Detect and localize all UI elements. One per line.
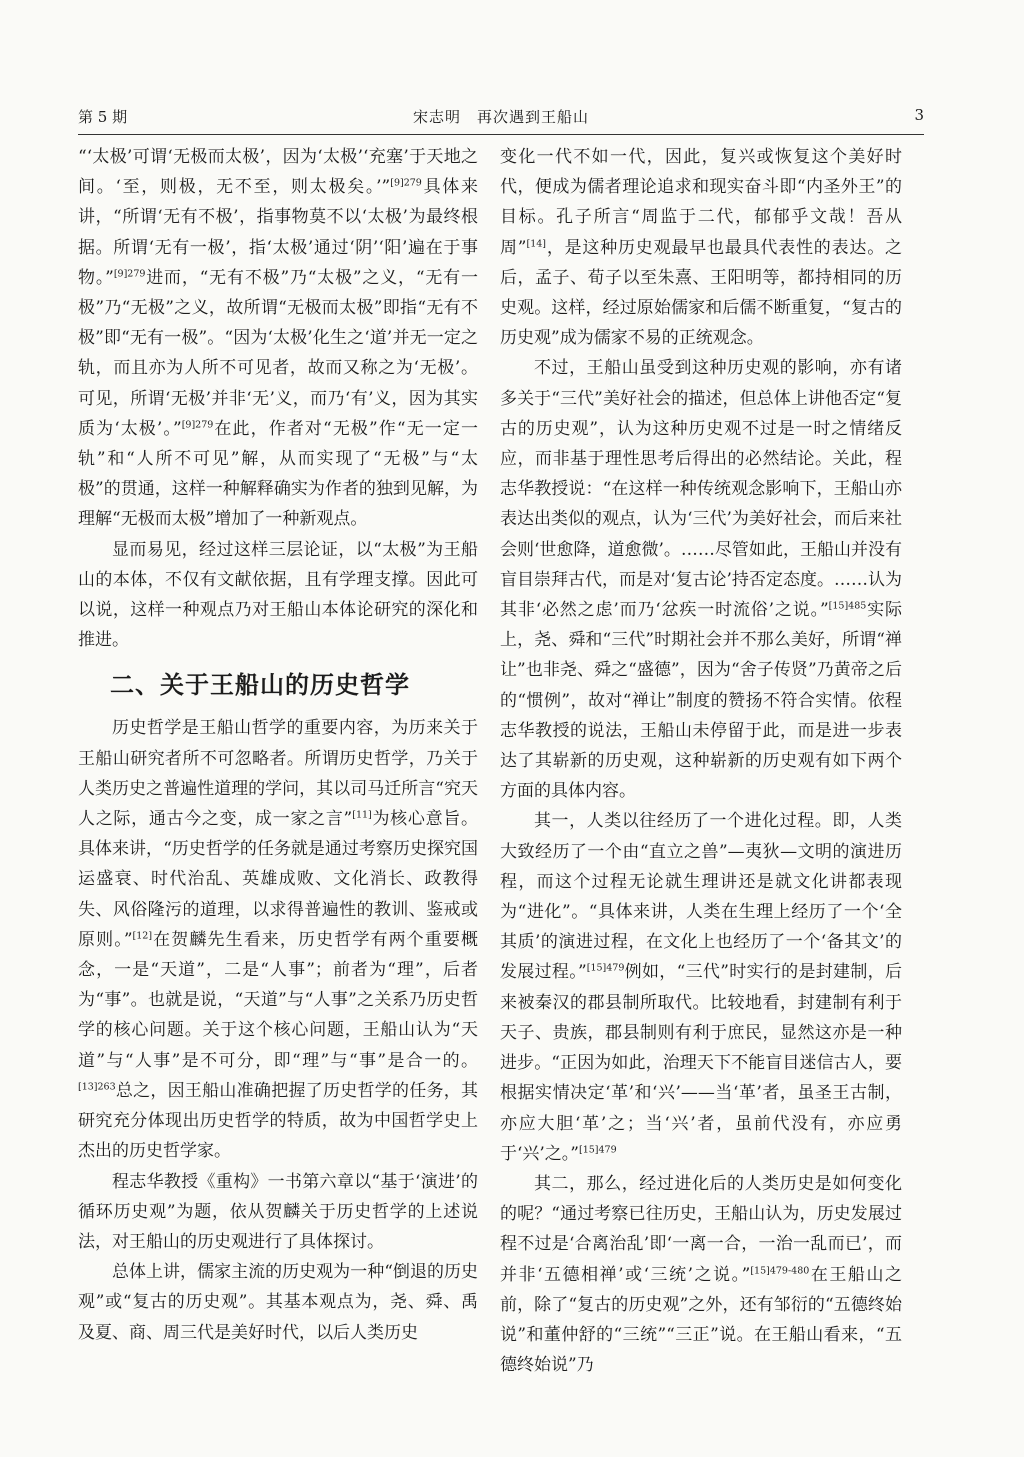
citation: [9]279 bbox=[113, 268, 146, 280]
text-run: 在王船山之前，除了“复古的历史观”之外，还有邹衍的“五德终始说”和董仲舒的“三统”“三正”说。在王船山看来，“五德终始说”乃 bbox=[500, 1264, 902, 1376]
text-run: 总之，因王船山准确把握了历史哲学的任务，其研究充分体现出历史哲学的特质，故为中国哲学史上杰出的历史哲学家。 bbox=[78, 1080, 478, 1162]
paragraph bbox=[78, 142, 478, 535]
citation: [9]279 bbox=[181, 419, 214, 431]
paragraph bbox=[500, 142, 902, 353]
citation: [9]279 bbox=[390, 177, 422, 189]
section-heading: 二、关于王船山的历史哲学 bbox=[110, 671, 410, 700]
text-run: 具体来讲，“所谓‘无有不极’，指事物莫不以‘太极’为最终根据。所谓‘无有一极’，指‘太极’通过‘阴’‘阳’遍在于事物。” bbox=[78, 177, 479, 288]
citation: [13]263 bbox=[78, 1081, 116, 1093]
citation: [14] bbox=[526, 237, 547, 249]
right-column bbox=[500, 142, 902, 1380]
text-run: 在贺麟先生看来，历史哲学有两个重要概念，一是“天道”，二是“人事”；前者为“理”，后者为“事”。也就是说，“天道”与“人事”之关系乃历史哲学的核心问题。关于这个核心问题，王船山认为“天道”与“人事”是不可分，即“理”与“事”是合一的。 bbox=[78, 929, 479, 1071]
paragraph bbox=[500, 1169, 902, 1380]
text-run: 其二，那么，经过进化后的人类历史是如何变化的呢？“通过考察已往历史，王船山认为，历史发展过程不过是‘合离治乱’即‘一离一合，一治一乱而已’，而并非‘五德相禅’或‘三统’之说。” bbox=[500, 1173, 902, 1285]
text-run: 不过，王船山虽受到这种历史观的影响，亦有诸多关于“三代”美好社会的描述，但总体上讲他否定“复古的历史观”，认为这种历史观不过是一时之情绪反应，而非基于理性思考后得出的必然结论。关此，程志华教授说：“在这样一种传统观念影响下，王船山亦表达出类似的观点，认为‘三代’为美好社会，而后来社会则‘世愈降，道愈微’。……尽管如此，王船山并没有盲目崇拜古代，而是对‘复古论’持否定态度。……认为其非‘必然之虑’而乃‘忿疾一时流俗’之说。” bbox=[500, 358, 902, 621]
paragraph: 总体上讲，儒家主流的历史观为一种“倒退的历史观”或“复古的历史观”。其基本观点为，尧、舜、禹及夏、商、周三代是美好时代，以后人类历史 bbox=[78, 1262, 478, 1343]
text-run: 其一，人类以往经历了一个进化过程。即，人类大致经历了一个由“直立之兽”—夷狄—文明的演进历程，而这个过程无论就生理讲还是就文化讲都表现为“进化”。“具体来讲，人类在生理上经历了一个‘全其质’的演进过程，在文化上也经历了一个‘备其文’的发展过程。” bbox=[500, 811, 902, 983]
text-run: 为核心意旨。具体来讲，“历史哲学的任务就是通过考察历史探究国运盛衰、时代治乱、英雄成败、文化消长、政教得失、风俗隆污的道理，以求得普遍性的教训、鉴戒或原则。” bbox=[78, 809, 478, 950]
citation: [12] bbox=[132, 930, 153, 942]
running-header bbox=[78, 104, 924, 135]
text-run: 变化一代不如一代，因此，复兴或恢复这个美好时代，便成为儒者理论追求和现实奋斗即“内圣外王”的目标。孔子所言“周监于二代，郁郁乎文哉！吾从周” bbox=[500, 147, 902, 258]
text-run: “‘太极’可谓‘无极而太极’，因为‘太极’‘充塞’于天地之间。‘至，则极，无不至，则太极矣。’” bbox=[78, 147, 478, 198]
paragraph bbox=[500, 806, 902, 1168]
text-run: 例如，“三代”时实行的是封建制，后来被秦汉的郡县制所取代。比较地看，封建制有利于天子、贵族，郡县制则有利于庶民，显然这亦是一种进步。“正因为如此，治理天下不能盲目迷信古人，要根据实情决定‘革’和‘兴’——当‘革’者，虽圣王古制，亦应大胆‘革’之；当‘兴’者，虽前代没有，亦应勇于‘兴’之。” bbox=[500, 962, 902, 1164]
citation: [15]479 bbox=[586, 962, 625, 974]
paragraph: 显而易见，经过这样三层论证，以“太极”为王船山的本体，不仅有文献依据，且有学理支撑。因此可以说，这样一种观点乃对王船山本体论研究的深化和推进。 bbox=[78, 539, 478, 651]
citation: [11] bbox=[352, 809, 372, 821]
left-column bbox=[78, 142, 478, 1348]
citation: [15]485 bbox=[828, 600, 867, 612]
paragraph bbox=[500, 353, 902, 806]
issue-number: 第 5 期 bbox=[78, 108, 128, 126]
page-number: 3 bbox=[914, 106, 924, 124]
text-run: 历史哲学是王船山哲学的重要内容，为历来关于王船山研究者所不可忽略者。所谓历史哲学，乃关于人类历史之普遍性道理的学问，其以司马迁所言“究天人之际，通古今之变，成一家之言” bbox=[78, 718, 478, 830]
text-run: 进而，“无有不极”乃“太极”之义，“无有一极”乃“无极”之义，故所谓“无极而太极”即指“无有不极”即“无有一极”。“因为‘太极’化生之‘道’并无一定之轨，而且亦为人所不可见者，故而又称之为‘无极’。可见，所谓‘无极’并非‘无’义，而乃‘有’义，因为其实质为‘太极’。” bbox=[78, 267, 478, 439]
text-run: 在此，作者对“无极”作“无一定一轨”和“人所不可见”解，从而实现了“无极”与“太极”的贯通，这样一种解释确实为作者的独到见解，为理解“无极而太极”增加了一种新观点。 bbox=[78, 418, 479, 530]
running-title: 宋志明 再次遇到王船山 bbox=[412, 108, 589, 126]
paragraph bbox=[78, 713, 478, 1166]
citation: [15]479 bbox=[579, 1144, 617, 1156]
paragraph: 程志华教授《重构》一书第六章以“基于‘演进’的循环历史观”为题，依从贺麟关于历史哲学的上述说法，对王船山的历史观进行了具体探讨。 bbox=[78, 1171, 478, 1252]
text-run: ，是这种历史观最早也最具代表性的表达。之后，孟子、荀子以至朱熹、王阳明等，都持相同的历史观。这样，经过原始儒家和后儒不断重复，“复古的历史观”成为儒家不易的正统观念。 bbox=[500, 237, 902, 349]
text-run: 实际上，尧、舜和“三代”时期社会并不那么美好，所谓“禅让”也非尧、舜之“盛德”，因为“舍子传贤”乃黄帝之后的“惯例”，故对“禅让”制度的赞扬不符合实情。依程志华教授的说法，王船山未停留于此，而是进一步表达了其崭新的历史观，这种崭新的历史观有如下两个方面的具体内容。 bbox=[500, 600, 902, 802]
citation: [15]479-480 bbox=[750, 1264, 810, 1276]
